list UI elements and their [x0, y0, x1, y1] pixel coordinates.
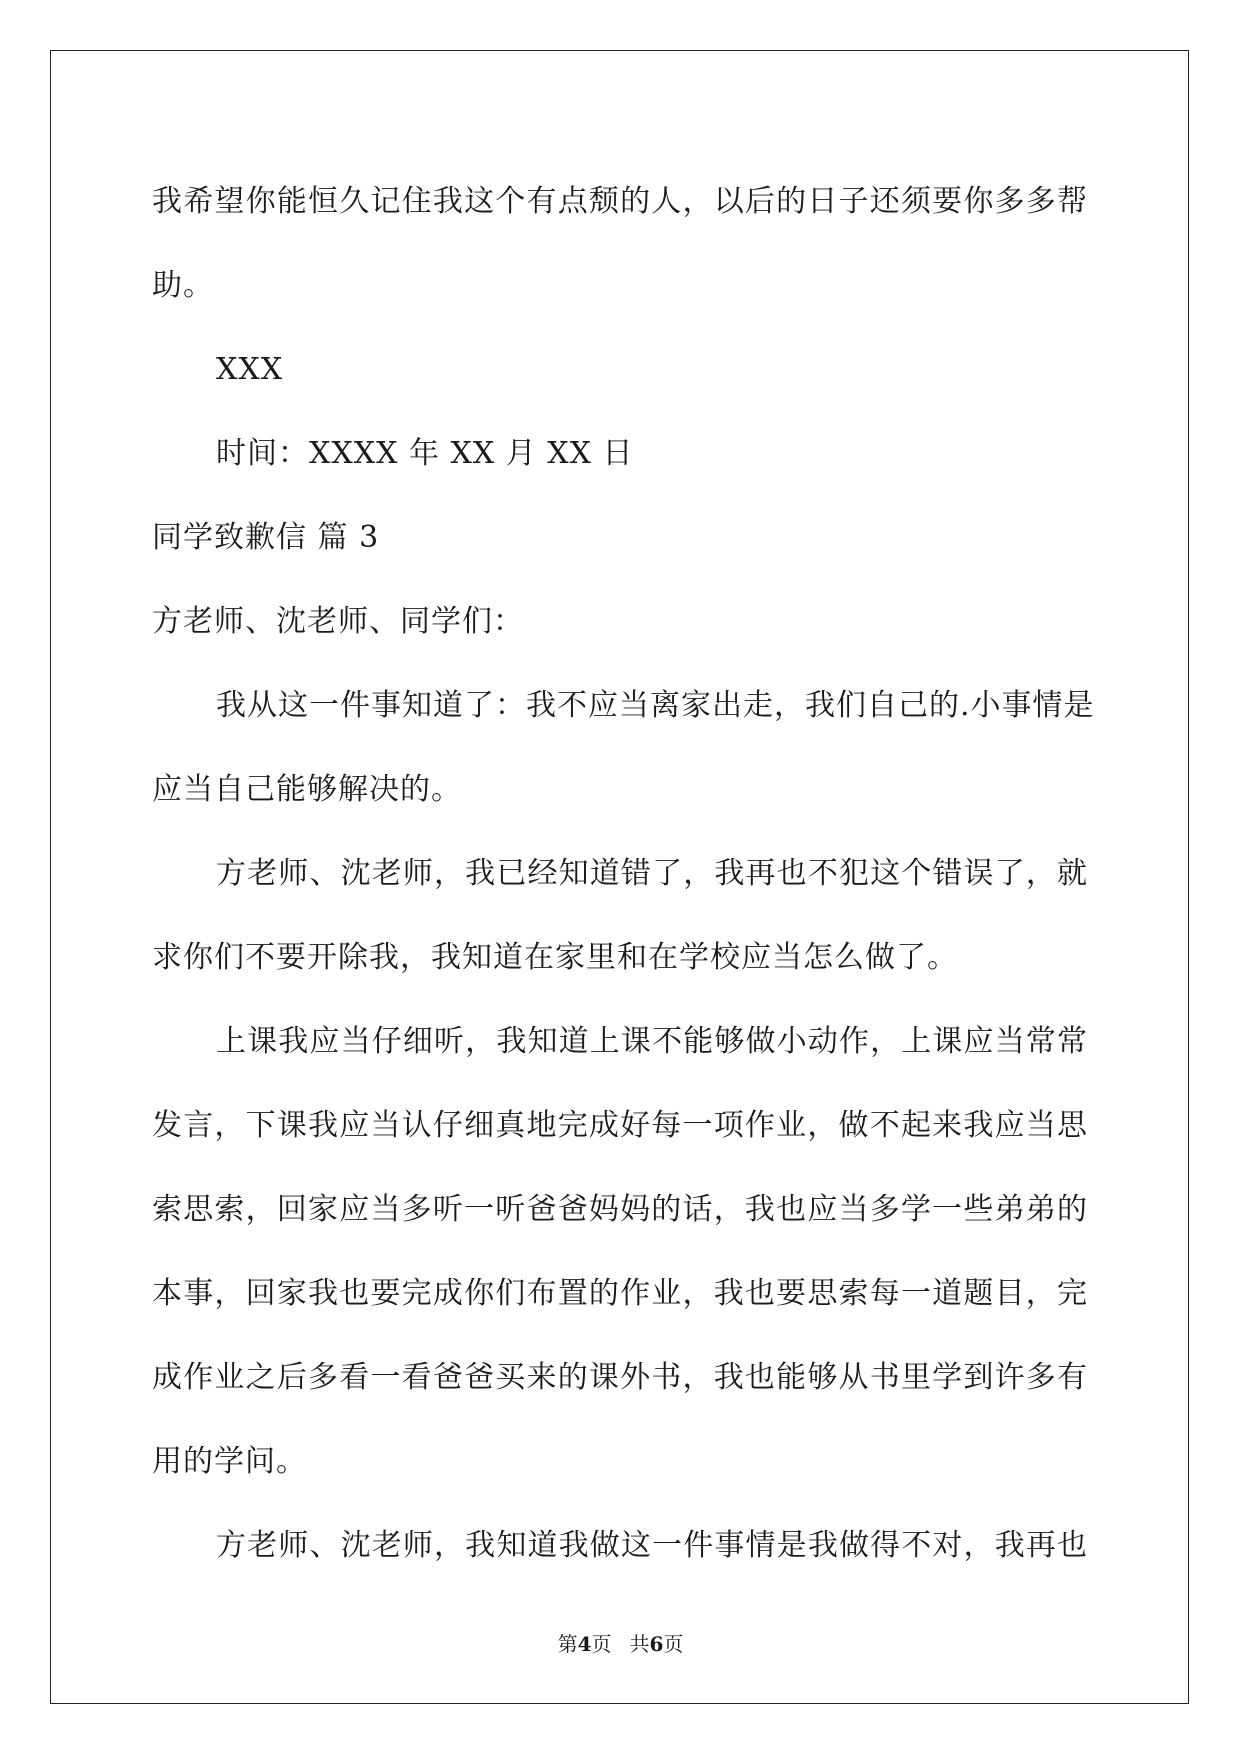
- document-body: [152, 160, 1095, 1588]
- footer-page-unit: 页: [591, 1632, 612, 1656]
- total-pages-number: 6: [649, 1632, 664, 1656]
- signature-name: XXX: [216, 352, 284, 387]
- text-line: 发言，下课我应当认仔细真地完成好每一项作业，做不起来我应当思: [152, 1108, 1088, 1143]
- text-line: 本事，回家我也要完成你们布置的作业，我也要思索每一道题目，完: [152, 1276, 1088, 1311]
- page-footer: [0, 1628, 1241, 1657]
- signature-date: 时间：XXXX 年 XX 月 XX 日: [216, 436, 634, 471]
- text-line: 应当自己能够解决的。: [152, 772, 462, 807]
- current-page-number: 4: [577, 1632, 592, 1656]
- paragraph-first-line: 方老师、沈老师，我已经知道错了，我再也不犯这个错误了，就: [216, 856, 1088, 891]
- text-line: 我希望你能恒久记住我这个有点颓的人，以后的日子还须要你多多帮: [152, 184, 1088, 219]
- text-line: 助。: [152, 268, 214, 303]
- footer-prefix: 第: [557, 1632, 578, 1656]
- text-line: 成作业之后多看一看爸爸买来的课外书，我也能够从书里学到许多有: [152, 1360, 1088, 1395]
- paragraph-first-line: 方老师、沈老师，我知道我做这一件事情是我做得不对，我再也: [216, 1528, 1088, 1563]
- footer-total-unit: 页: [663, 1632, 684, 1656]
- paragraph-first-line: 上课我应当仔细听，我知道上课不能够做小动作，上课应当常常: [216, 1024, 1088, 1059]
- text-line: 索思索，回家应当多听一听爸爸妈妈的话，我也应当多学一些弟弟的: [152, 1192, 1088, 1227]
- text-line: 用的学问。: [152, 1444, 307, 1479]
- text-line: 求你们不要开除我，我知道在家里和在学校应当怎么做了。: [152, 940, 958, 975]
- paragraph-first-line: 我从这一件事知道了：我不应当离家出走，我们自己的.小事情是: [216, 688, 1095, 723]
- footer-total-prefix: 共: [629, 1632, 650, 1656]
- salutation: 方老师、沈老师、同学们：: [152, 604, 524, 639]
- section-heading: 同学致歉信 篇 3: [152, 520, 380, 555]
